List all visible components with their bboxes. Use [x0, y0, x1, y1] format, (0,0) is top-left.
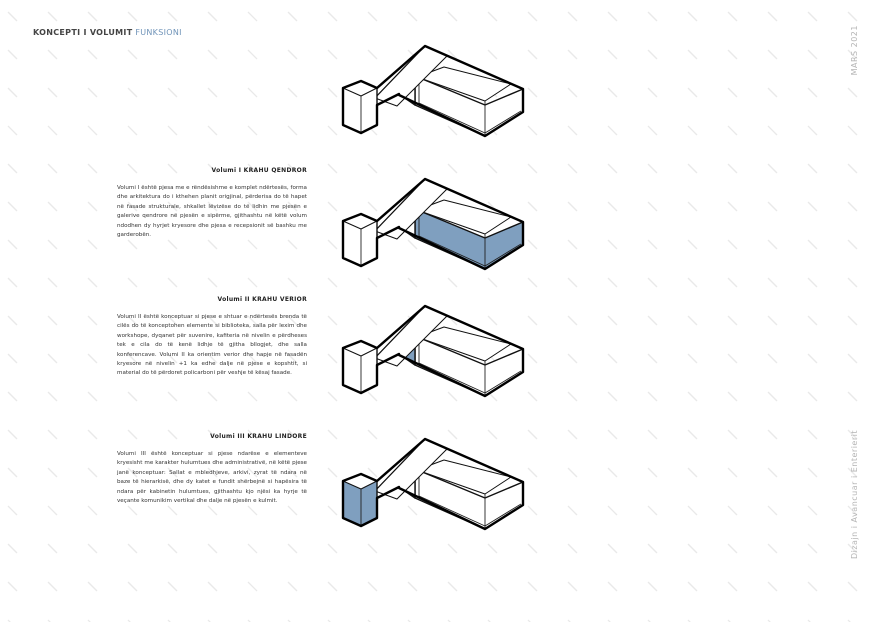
- pattern-dash: [848, 392, 857, 401]
- pattern-dash: [88, 12, 97, 21]
- pattern-dash: [808, 240, 817, 249]
- pattern-dash: [688, 164, 697, 173]
- pattern-dash: [88, 544, 97, 553]
- pattern-dash: [248, 506, 257, 515]
- pattern-dash: [688, 430, 697, 439]
- pattern-dash: [768, 430, 777, 439]
- pattern-dash: [808, 126, 817, 135]
- pattern-dash: [248, 278, 257, 287]
- pattern-dash: [48, 12, 57, 21]
- pattern-dash: [568, 468, 577, 477]
- pattern-dash: [808, 544, 817, 553]
- section-text: Volumi I është pjesa me e rëndësishme e komplet ndërtesës, forma dhe arkitektura do i kthehen planit origjinal, përderisa do të hapet në fasade strukturale, shkallet lëvizëse do të lidhin me pjesën e galerive qendrore në pjesën e sipërme, gjithashtu në këtë volum ndodhen dy hyrjet kryesore dhe pjesa e recepsionit së bashku me garderobën.: [117, 185, 307, 239]
- pattern-dash: [848, 12, 857, 21]
- pattern-dash: [768, 88, 777, 97]
- pattern-dash: [168, 88, 177, 97]
- pattern-dash: [88, 164, 97, 173]
- pattern-dash: [208, 392, 217, 401]
- pattern-dash: [488, 278, 497, 287]
- pattern-dash: [528, 12, 537, 21]
- pattern-dash: [688, 506, 697, 515]
- pattern-dash: [168, 544, 177, 553]
- pattern-dash: [728, 278, 737, 287]
- pattern-dash: [48, 240, 57, 249]
- pattern-dash: [368, 12, 377, 21]
- pattern-dash: [88, 430, 97, 439]
- section-text: Volumi III është konceptuar si pjese ndarëse e elementeve kryesisht me karakter hulumtues dhe administrativë, në këtë pjese janë konceptuar: Sallat e mbledhjeve, arkivi, zyrat të ndara në baze të hierarkisë, dhe dy katet e fundit shërbejnë si hapësira të ndara për kabinetin hulumtues, gjithashtu kjo njësi ka hyrje të veçante komunikim vertikal dhe dalje në pjesën e kulmit.: [117, 451, 307, 505]
- pattern-dash: [128, 278, 137, 287]
- pattern-dash: [48, 88, 57, 97]
- pattern-dash: [208, 50, 217, 59]
- pattern-dash: [648, 164, 657, 173]
- pattern-dash: [168, 392, 177, 401]
- pattern-dash: [688, 582, 697, 591]
- pattern-dash: [568, 430, 577, 439]
- pattern-dash: [128, 88, 137, 97]
- pattern-dash: [728, 468, 737, 477]
- pattern-dash: [8, 354, 17, 363]
- pattern-dash: [8, 278, 17, 287]
- pattern-dash: [648, 240, 657, 249]
- pattern-dash: [808, 468, 817, 477]
- pattern-dash: [48, 354, 57, 363]
- pattern-dash: [808, 392, 817, 401]
- pattern-dash: [128, 240, 137, 249]
- pattern-dash: [288, 278, 297, 287]
- pattern-dash: [728, 50, 737, 59]
- course-label: Dizajn i Avancuar i Enterierit: [850, 430, 859, 560]
- pattern-dash: [328, 582, 337, 591]
- section-title: Volumi II KRAHU VERIOR: [217, 296, 307, 303]
- pattern-dash: [88, 316, 97, 325]
- pattern-dash: [648, 582, 657, 591]
- pattern-dash: [688, 202, 697, 211]
- pattern-dash: [48, 582, 57, 591]
- pattern-dash: [688, 354, 697, 363]
- pattern-dash: [848, 278, 857, 287]
- pattern-dash: [88, 506, 97, 515]
- pattern-dash: [88, 126, 97, 135]
- pattern-dash: [768, 126, 777, 135]
- pattern-dash: [288, 392, 297, 401]
- pattern-dash: [8, 430, 17, 439]
- pattern-dash: [48, 126, 57, 135]
- pattern-dash: [128, 506, 137, 515]
- pattern-dash: [808, 430, 817, 439]
- pattern-dash: [608, 164, 617, 173]
- pattern-dash: [648, 202, 657, 211]
- pattern-dash: [528, 278, 537, 287]
- pattern-dash: [528, 544, 537, 553]
- pattern-dash: [48, 316, 57, 325]
- pattern-dash: [248, 544, 257, 553]
- pattern-dash: [808, 278, 817, 287]
- pattern-dash: [688, 392, 697, 401]
- pattern-dash: [688, 88, 697, 97]
- pattern-dash: [608, 12, 617, 21]
- pattern-dash: [648, 278, 657, 287]
- pattern-dash: [608, 354, 617, 363]
- pattern-dash: [608, 126, 617, 135]
- pattern-dash: [488, 12, 497, 21]
- pattern-dash: [688, 50, 697, 59]
- pattern-dash: [88, 202, 97, 211]
- pattern-dash: [288, 544, 297, 553]
- pattern-dash: [568, 544, 577, 553]
- massing-diagram-east: [335, 428, 530, 533]
- pattern-dash: [448, 582, 457, 591]
- pattern-dash: [648, 544, 657, 553]
- pattern-dash: [648, 316, 657, 325]
- pattern-dash: [728, 582, 737, 591]
- pattern-dash: [648, 506, 657, 515]
- pattern-dash: [848, 126, 857, 135]
- pattern-dash: [688, 278, 697, 287]
- pattern-dash: [8, 544, 17, 553]
- pattern-dash: [48, 50, 57, 59]
- pattern-dash: [568, 50, 577, 59]
- pattern-dash: [848, 240, 857, 249]
- pattern-dash: [448, 544, 457, 553]
- header-title: KONCEPTI I VOLUMIT: [33, 28, 133, 37]
- pattern-dash: [288, 50, 297, 59]
- pattern-dash: [168, 126, 177, 135]
- pattern-dash: [248, 12, 257, 21]
- pattern-dash: [328, 12, 337, 21]
- pattern-dash: [728, 12, 737, 21]
- pattern-dash: [728, 126, 737, 135]
- pattern-dash: [8, 126, 17, 135]
- pattern-dash: [248, 88, 257, 97]
- pattern-dash: [488, 582, 497, 591]
- pattern-dash: [248, 50, 257, 59]
- pattern-dash: [768, 354, 777, 363]
- pattern-dash: [8, 468, 17, 477]
- pattern-dash: [48, 278, 57, 287]
- pattern-dash: [288, 12, 297, 21]
- pattern-dash: [8, 202, 17, 211]
- pattern-dash: [808, 506, 817, 515]
- pattern-dash: [568, 12, 577, 21]
- section-volume-3: [117, 433, 307, 506]
- pattern-dash: [728, 164, 737, 173]
- pattern-dash: [408, 544, 417, 553]
- pattern-dash: [688, 12, 697, 21]
- pattern-dash: [48, 468, 57, 477]
- pattern-dash: [208, 12, 217, 21]
- pattern-dash: [248, 392, 257, 401]
- pattern-dash: [648, 430, 657, 439]
- pattern-dash: [88, 50, 97, 59]
- section-volume-1: [117, 167, 307, 240]
- pattern-dash: [128, 126, 137, 135]
- pattern-dash: [8, 506, 17, 515]
- pattern-dash: [88, 88, 97, 97]
- pattern-dash: [808, 354, 817, 363]
- pattern-dash: [568, 202, 577, 211]
- pattern-dash: [368, 544, 377, 553]
- pattern-dash: [848, 202, 857, 211]
- pattern-dash: [48, 506, 57, 515]
- pattern-dash: [328, 544, 337, 553]
- pattern-dash: [288, 126, 297, 135]
- pattern-dash: [848, 316, 857, 325]
- pattern-dash: [608, 240, 617, 249]
- pattern-dash: [648, 126, 657, 135]
- pattern-dash: [728, 240, 737, 249]
- pattern-dash: [8, 12, 17, 21]
- pattern-dash: [208, 278, 217, 287]
- pattern-dash: [808, 202, 817, 211]
- massing-diagram-north: [335, 295, 530, 400]
- pattern-dash: [608, 50, 617, 59]
- pattern-dash: [208, 126, 217, 135]
- pattern-dash: [288, 88, 297, 97]
- pattern-dash: [8, 50, 17, 59]
- pattern-dash: [8, 392, 17, 401]
- pattern-dash: [608, 202, 617, 211]
- pattern-dash: [48, 544, 57, 553]
- pattern-dash: [448, 12, 457, 21]
- pattern-dash: [368, 278, 377, 287]
- pattern-dash: [568, 278, 577, 287]
- pattern-dash: [768, 582, 777, 591]
- pattern-dash: [128, 392, 137, 401]
- pattern-dash: [128, 582, 137, 591]
- pattern-dash: [248, 126, 257, 135]
- pattern-dash: [608, 278, 617, 287]
- header-accent: FUNKSIONI: [135, 28, 182, 37]
- pattern-dash: [728, 88, 737, 97]
- pattern-dash: [728, 544, 737, 553]
- pattern-dash: [648, 392, 657, 401]
- pattern-dash: [128, 12, 137, 21]
- pattern-dash: [808, 12, 817, 21]
- pattern-dash: [328, 278, 337, 287]
- pattern-dash: [848, 582, 857, 591]
- pattern-dash: [8, 240, 17, 249]
- pattern-dash: [608, 430, 617, 439]
- pattern-dash: [528, 582, 537, 591]
- pattern-dash: [48, 164, 57, 173]
- pattern-dash: [448, 278, 457, 287]
- pattern-dash: [128, 50, 137, 59]
- section-volume-2: [117, 296, 307, 379]
- pattern-dash: [568, 392, 577, 401]
- pattern-dash: [168, 582, 177, 591]
- pattern-dash: [808, 164, 817, 173]
- pattern-dash: [848, 88, 857, 97]
- pattern-dash: [688, 468, 697, 477]
- pattern-dash: [208, 240, 217, 249]
- pattern-dash: [288, 582, 297, 591]
- pattern-dash: [568, 164, 577, 173]
- pattern-dash: [608, 468, 617, 477]
- pattern-dash: [728, 354, 737, 363]
- pattern-dash: [208, 544, 217, 553]
- pattern-dash: [568, 240, 577, 249]
- pattern-dash: [688, 240, 697, 249]
- pattern-dash: [768, 316, 777, 325]
- pattern-dash: [88, 582, 97, 591]
- pattern-dash: [168, 240, 177, 249]
- page-header: [33, 28, 182, 37]
- pattern-dash: [568, 126, 577, 135]
- pattern-dash: [688, 544, 697, 553]
- pattern-dash: [688, 126, 697, 135]
- section-title: Volumi I KRAHU QENDROR: [211, 167, 307, 174]
- pattern-dash: [8, 164, 17, 173]
- pattern-dash: [808, 582, 817, 591]
- pattern-dash: [8, 88, 17, 97]
- pattern-dash: [8, 582, 17, 591]
- pattern-dash: [808, 316, 817, 325]
- pattern-dash: [408, 12, 417, 21]
- pattern-dash: [208, 88, 217, 97]
- pattern-dash: [608, 392, 617, 401]
- pattern-dash: [648, 88, 657, 97]
- pattern-dash: [768, 12, 777, 21]
- pattern-dash: [768, 506, 777, 515]
- pattern-dash: [648, 12, 657, 21]
- pattern-dash: [288, 240, 297, 249]
- pattern-dash: [848, 164, 857, 173]
- pattern-dash: [168, 12, 177, 21]
- pattern-dash: [768, 392, 777, 401]
- massing-diagram-full: [335, 35, 530, 140]
- pattern-dash: [168, 50, 177, 59]
- pattern-dash: [48, 392, 57, 401]
- pattern-dash: [208, 582, 217, 591]
- pattern-dash: [568, 506, 577, 515]
- section-text: Volumi II është konceptuar si pjese e shtuar e ndërtesës brenda të cilës do të konceptohen elemente si biblioteka, salla për lexim dhe workshope, dyqanet për suvenire, kafiteria në nivelin e përdheses tek e cila do të kenë lidhje të gjitha bllogjet, dhe salla konferencave. Volumi II ka orientim verior dhe hapje në fasadën kryesore në nivelin +1 ka edhe dalje në pjese e kopshtit, si material do të përdoret policarboni për veshje të kësaj fasade.: [117, 314, 307, 377]
- pattern-dash: [88, 240, 97, 249]
- pattern-dash: [168, 278, 177, 287]
- pattern-dash: [728, 430, 737, 439]
- date-label: MARS 2021: [850, 25, 859, 76]
- pattern-dash: [88, 354, 97, 363]
- pattern-dash: [768, 50, 777, 59]
- pattern-dash: [88, 468, 97, 477]
- pattern-dash: [408, 582, 417, 591]
- pattern-dash: [608, 88, 617, 97]
- pattern-dash: [608, 316, 617, 325]
- pattern-dash: [768, 240, 777, 249]
- pattern-dash: [408, 278, 417, 287]
- pattern-dash: [608, 582, 617, 591]
- pattern-dash: [488, 544, 497, 553]
- pattern-dash: [768, 468, 777, 477]
- pattern-dash: [568, 316, 577, 325]
- pattern-dash: [208, 506, 217, 515]
- pattern-dash: [48, 430, 57, 439]
- pattern-dash: [568, 582, 577, 591]
- pattern-dash: [248, 240, 257, 249]
- pattern-dash: [768, 202, 777, 211]
- pattern-dash: [648, 468, 657, 477]
- pattern-dash: [808, 88, 817, 97]
- pattern-dash: [48, 202, 57, 211]
- pattern-dash: [88, 392, 97, 401]
- pattern-dash: [768, 278, 777, 287]
- pattern-dash: [568, 354, 577, 363]
- pattern-dash: [608, 544, 617, 553]
- pattern-dash: [768, 164, 777, 173]
- pattern-dash: [168, 506, 177, 515]
- pattern-dash: [648, 50, 657, 59]
- pattern-dash: [848, 354, 857, 363]
- pattern-dash: [608, 506, 617, 515]
- pattern-dash: [368, 582, 377, 591]
- section-title: Volumi III KRAHU LINDORE: [210, 433, 307, 440]
- pattern-dash: [288, 506, 297, 515]
- pattern-dash: [648, 354, 657, 363]
- pattern-dash: [728, 506, 737, 515]
- pattern-dash: [568, 88, 577, 97]
- pattern-dash: [808, 50, 817, 59]
- pattern-dash: [248, 582, 257, 591]
- pattern-dash: [128, 544, 137, 553]
- pattern-dash: [768, 544, 777, 553]
- pattern-dash: [8, 316, 17, 325]
- pattern-dash: [728, 316, 737, 325]
- pattern-dash: [728, 392, 737, 401]
- pattern-dash: [88, 278, 97, 287]
- pattern-dash: [688, 316, 697, 325]
- pattern-dash: [728, 202, 737, 211]
- massing-diagram-central: [335, 168, 530, 273]
